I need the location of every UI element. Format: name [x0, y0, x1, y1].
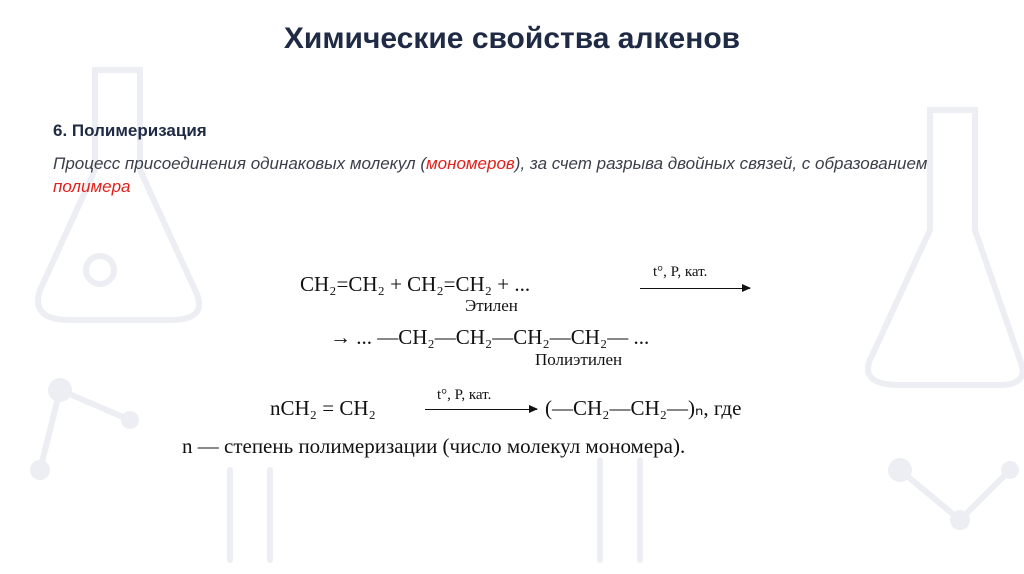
equation-line-2: → ... —CH₂—CH₂—CH₂—CH₂— ...	[330, 325, 650, 349]
section-heading: 6. Полимеризация	[53, 121, 207, 140]
reaction-arrow-1	[640, 288, 750, 289]
general-equation-right: (—CH₂—CH₂—)ₙ, где	[545, 396, 742, 420]
slide-title: Химические свойства алкенов	[283, 22, 741, 55]
polyethylene-label: Полиэтилен	[535, 350, 623, 369]
reaction-arrow-2	[425, 409, 537, 410]
definition-part-1: Процесс присоединения одинаковых молекул (	[53, 154, 426, 173]
reaction-conditions-2: t°, P, кат.	[437, 387, 492, 403]
definition-part-2: ), за счет разрыва двойных связей, с образованием	[514, 154, 928, 173]
equation-line-1: CH₂=CH₂ + CH₂=CH₂ + ...	[300, 272, 531, 296]
polymerization-degree-note: n — степень полимеризации (число молекул мономера).	[182, 434, 686, 458]
general-equation-left: nCH₂ = CH₂	[270, 396, 376, 420]
monomers-term: мономеров	[425, 154, 515, 173]
reaction-conditions-1: t°, P, кат.	[653, 264, 708, 280]
polymer-term: полимера	[53, 177, 131, 196]
ethylene-label: Этилен	[465, 296, 518, 315]
